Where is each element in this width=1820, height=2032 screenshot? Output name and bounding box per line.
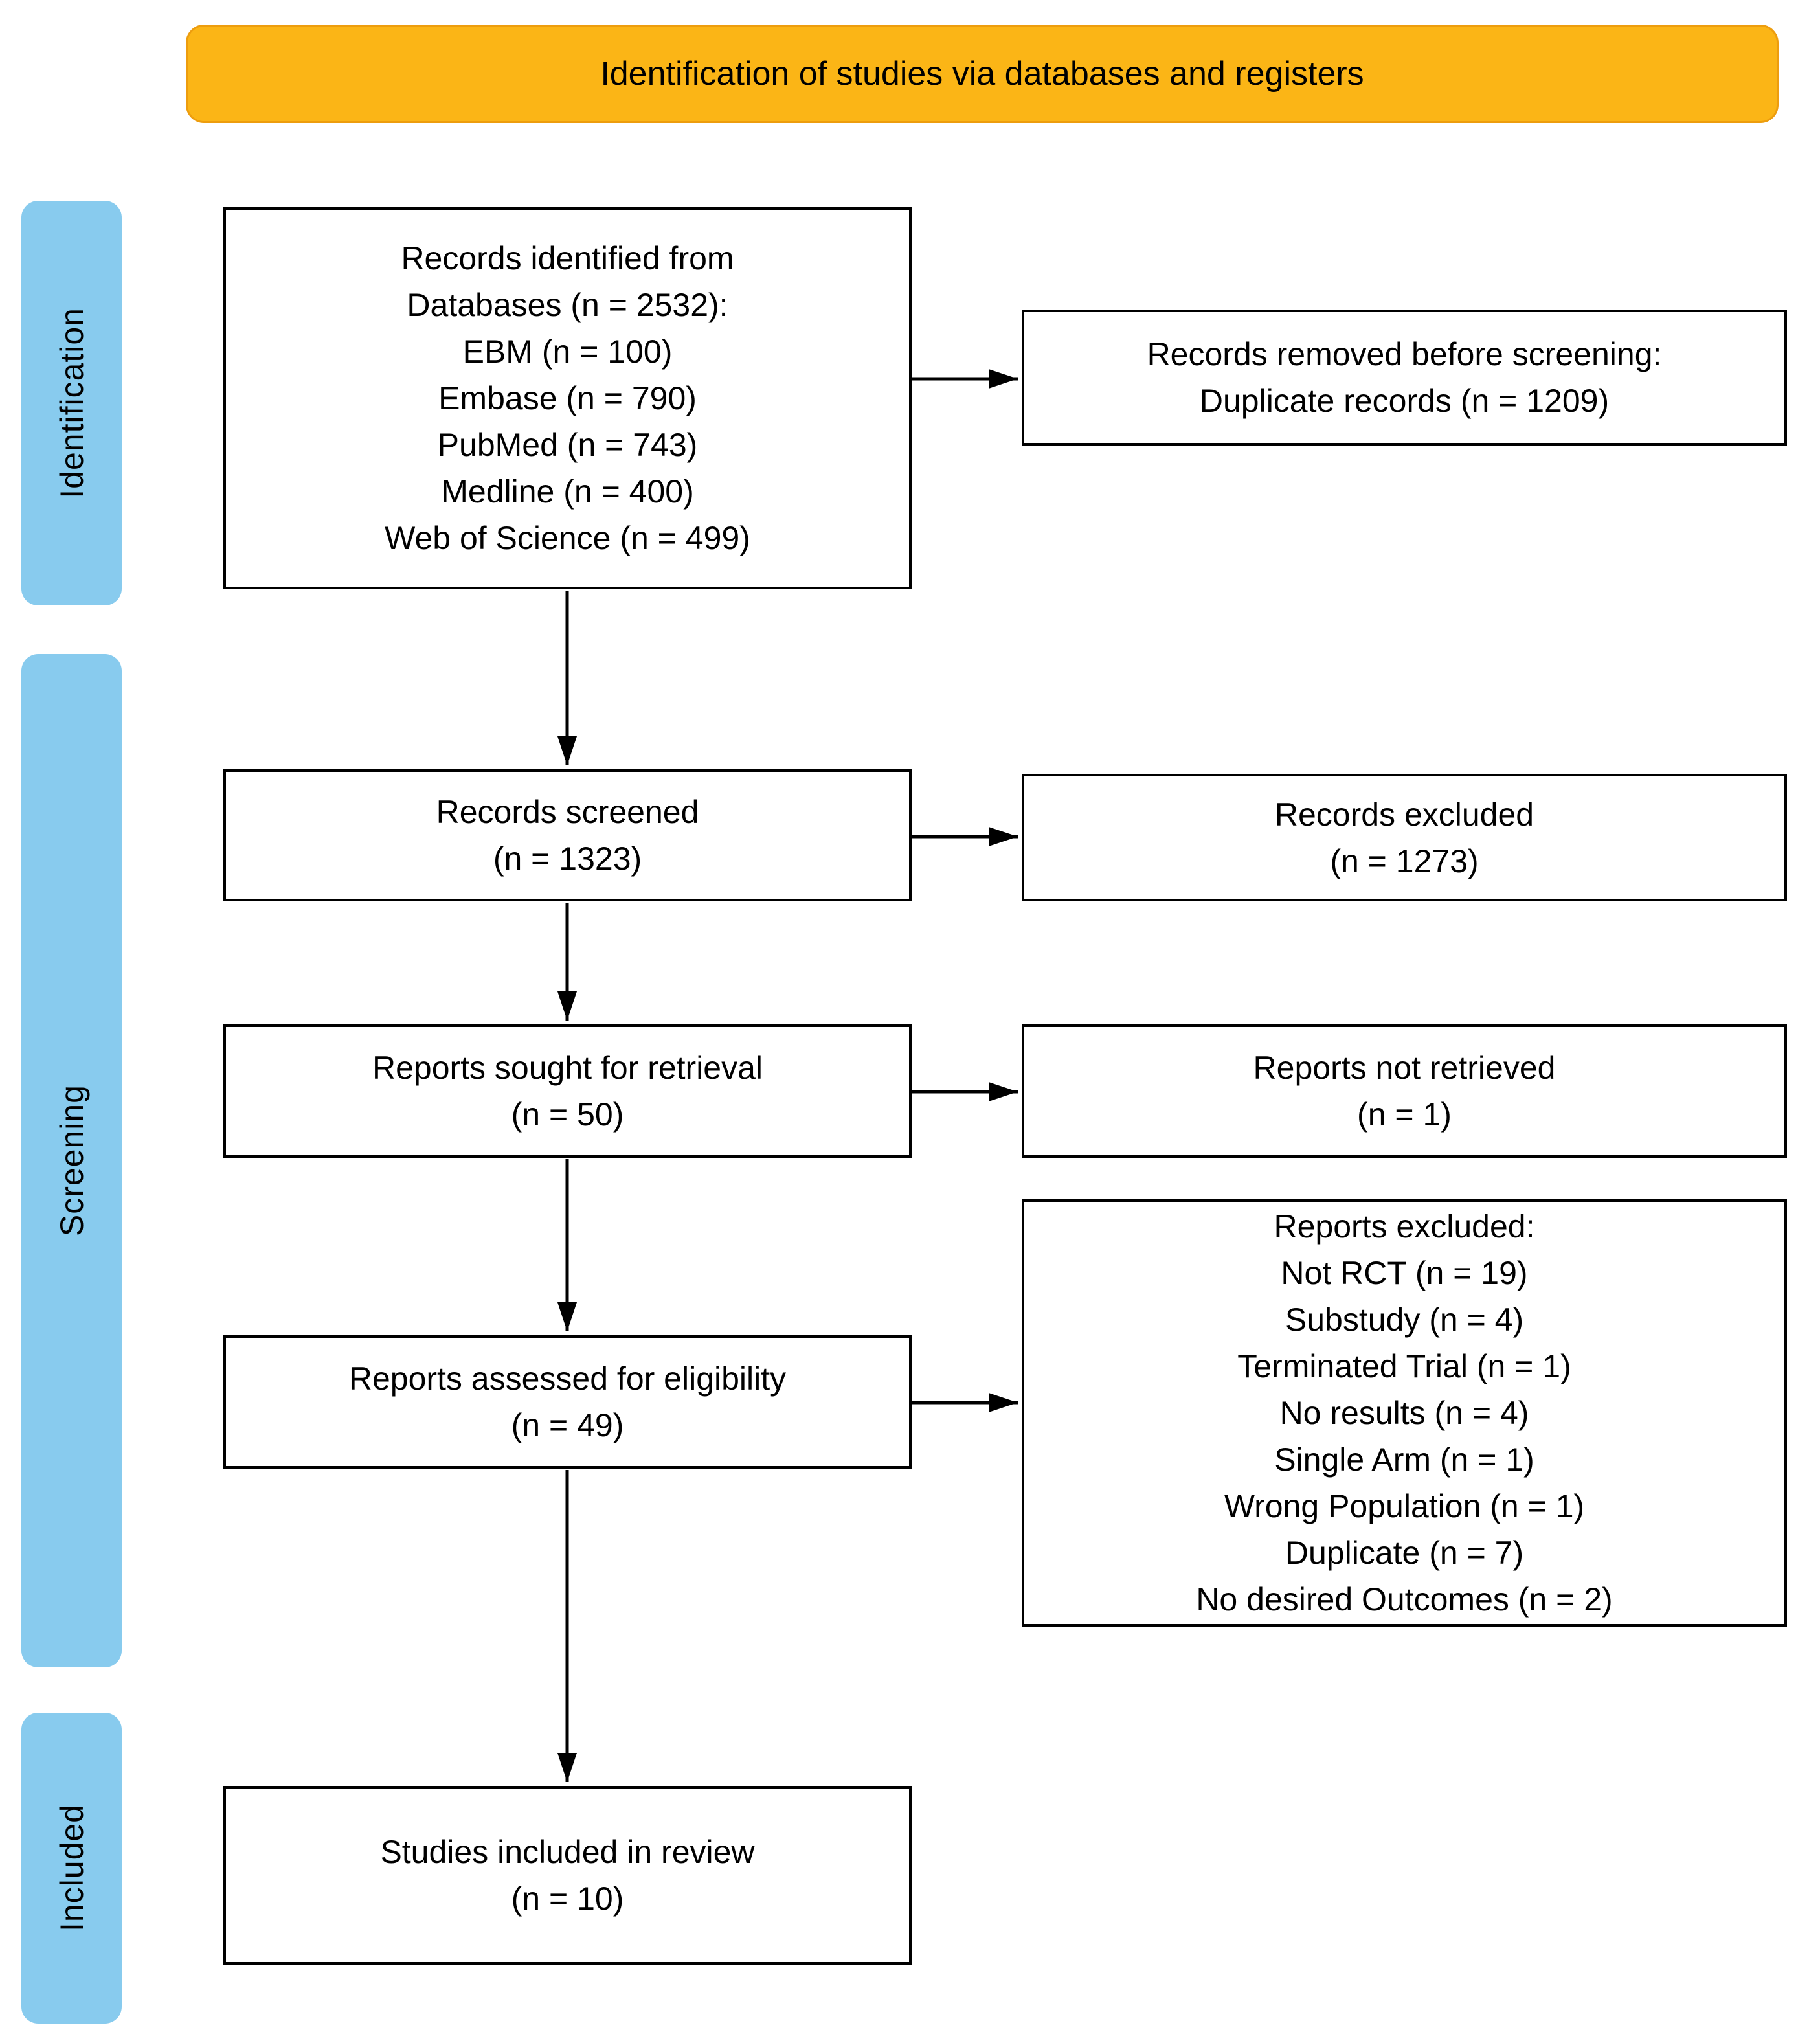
stage-bar-screening bbox=[21, 654, 122, 1667]
box-reports-assessed bbox=[223, 1335, 912, 1469]
box-text-line: No results (n = 4) bbox=[1279, 1395, 1529, 1431]
box-reports-sought bbox=[223, 1024, 912, 1158]
box-reports-not-retrieved bbox=[1022, 1024, 1787, 1158]
header-banner bbox=[186, 25, 1779, 123]
stage-label-identification: Identification bbox=[53, 308, 90, 499]
box-text-line: No desired Outcomes (n = 2) bbox=[1196, 1581, 1613, 1618]
box-text-line: (n = 1323) bbox=[493, 841, 642, 877]
stage-label-included: Included bbox=[53, 1804, 90, 1932]
box-text-line: Records removed before screening: bbox=[1147, 336, 1662, 372]
box-text-line: (n = 50) bbox=[511, 1096, 624, 1133]
box-text-line: Not RCT (n = 19) bbox=[1281, 1255, 1528, 1291]
box-text-line: Single Arm (n = 1) bbox=[1274, 1441, 1534, 1478]
box-text-line: Reports not retrieved bbox=[1253, 1050, 1556, 1086]
box-text-line: (n = 1273) bbox=[1330, 842, 1479, 879]
box-reports-excluded bbox=[1022, 1199, 1787, 1627]
box-text-line: PubMed (n = 743) bbox=[437, 427, 698, 463]
stage-bar-identification bbox=[21, 201, 122, 605]
box-text-line: Medline (n = 400) bbox=[441, 473, 694, 510]
box-text-line: Reports assessed for eligibility bbox=[348, 1360, 787, 1397]
box-text-line: Records screened bbox=[436, 794, 699, 830]
box-text-line: (n = 49) bbox=[511, 1407, 624, 1443]
box-text-line: Reports sought for retrieval bbox=[372, 1050, 763, 1086]
box-text-line: Substudy (n = 4) bbox=[1285, 1302, 1524, 1338]
box-text-line: Records excluded bbox=[1274, 796, 1534, 833]
box-text-line: Embase (n = 790) bbox=[438, 380, 697, 416]
box-text-line: (n = 10) bbox=[511, 1880, 624, 1917]
box-records-excluded bbox=[1022, 774, 1787, 901]
box-text-line: Databases (n = 2532): bbox=[407, 287, 728, 323]
box-text-line: Records identified from bbox=[401, 240, 734, 277]
box-text-line: Duplicate records (n = 1209) bbox=[1199, 383, 1610, 419]
box-text-line: Studies included in review bbox=[380, 1834, 755, 1870]
box-studies-included bbox=[223, 1786, 912, 1965]
box-text-line: Terminated Trial (n = 1) bbox=[1237, 1348, 1571, 1384]
box-text-line: Wrong Population (n = 1) bbox=[1224, 1488, 1585, 1524]
header-title: Identification of studies via databases and registers bbox=[600, 55, 1364, 93]
stage-bar-included bbox=[21, 1713, 122, 2024]
box-text-line: Reports excluded: bbox=[1274, 1208, 1535, 1245]
box-text-line: Duplicate (n = 7) bbox=[1285, 1535, 1524, 1571]
box-records-screened bbox=[223, 769, 912, 901]
box-records-identified bbox=[223, 207, 912, 589]
stage-label-screening: Screening bbox=[53, 1085, 90, 1237]
box-text-line: EBM (n = 100) bbox=[462, 333, 673, 370]
box-records-removed bbox=[1022, 310, 1787, 446]
box-text-line: (n = 1) bbox=[1357, 1096, 1452, 1133]
box-text-line: Web of Science (n = 499) bbox=[385, 520, 750, 556]
